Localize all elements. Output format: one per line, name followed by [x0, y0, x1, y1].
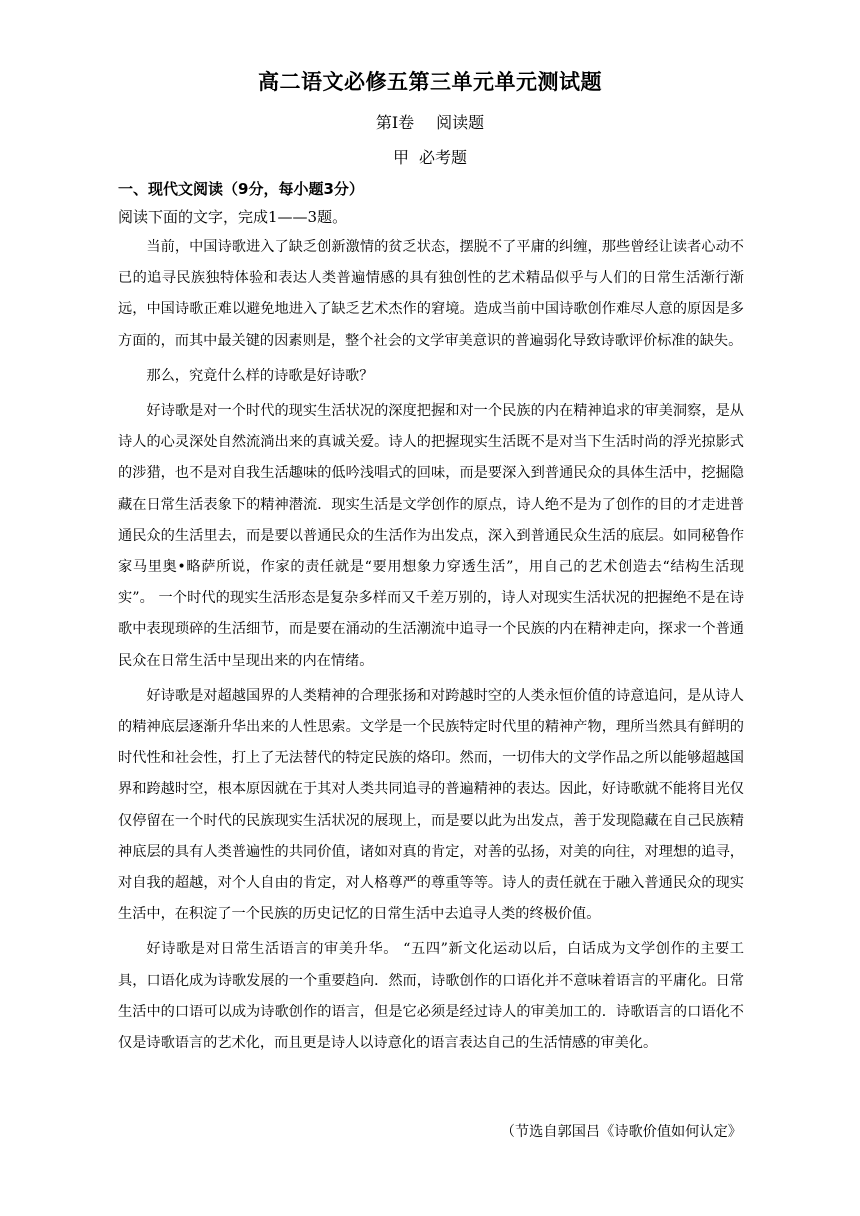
- paragraph: 好诗歌是对一个时代的现实生活状况的深度把握和对一个民族的内在精神追求的审美洞察，是从诗人的心灵深处自然流淌出来的真诚关爱。诗人的把握现实生活既不是对当下生活时尚的浮光掠影式的涉猎，也不是对自我生活趣味的低吟浅唱式的回味，而是要深入到普通民众的具体生活中，挖掘隐藏在日常生活表象下的精神潜流．现实生活是文学创作的原点，诗人绝不是为了创作的目的才走进普通民众的生活里去，而是要以普通民众的生活作为出发点，深入到普通民众生活的底层。如同秘鲁作家马里奥•略萨所说，作家的责任就是“要用想象力穿透生活”，用自己的艺术创造去“结构生活现实”。 一个时代的现实生活形态是复杂多样而又千差万别的，诗人对现实生活状况的把握绝不是在诗歌中表现琐碎的生活细节，而是要在涌动的生活潮流中追寻一个民族的内在精神走向，探求一个普通民众在日常生活中呈现出来的内在情绪。: [118, 403, 744, 669]
- source-citation: （节选自郭国吕《诗歌价值如何认定》: [500, 1124, 742, 1140]
- reading-instruction: 阅读下面的文字，完成1——3题。: [118, 208, 348, 226]
- paragraph: 好诗歌是对日常生活语言的审美升华。 “五四”新文化运动以后，白话成为文学创作的主要工具，口语化成为诗歌发展的一个重要趋向．然而，诗歌创作的口语化并不意味着语言的平庸化。日常生活中的口语可以成为诗歌创作的语言，但是它必须是经过诗人的审美加工的．诗歌语言的口语化不仅是诗歌语言的艺术化，而且更是诗人以诗意化的语言表达自己的生活情感的审美化。: [118, 941, 744, 1052]
- part-heading: [0, 145, 860, 168]
- paragraph: 那么，究竟什么样的诗歌是好诗歌？: [146, 367, 374, 384]
- paragraph: 好诗歌是对超越国界的人类精神的合理张扬和对跨越时空的人类永恒价值的诗意追问，是从诗人的精神底层逐渐升华出来的人性思索。文学是一个民族特定时代里的精神产物，理所当然具有鲜明的时代性和社会性，打上了无法替代的特定民族的烙印。然而，一切伟大的文学作品之所以能够超越国界和跨越时空，根本原因就在于其对人类共同追寻的普遍精神的表达。因此，好诗歌就不能将目光仅仅停留在一个时代的民族现实生活状况的展现上，而是要以此为出发点，善于发现隐藏在自己民族精神底层的具有人类普遍性的共同价值，诸如对真的肯定，对善的弘扬，对美的向往，对理想的追寻，对自我的超越，对个人自由的肯定，对人格尊严的尊重等等。诗人的责任就在于融入普通民众的现实生活中，在积淀了一个民族的历史记忆的日常生活中去追寻人类的终极价值。: [118, 687, 744, 923]
- volume-heading: [0, 110, 860, 133]
- part-label: 甲: [392, 148, 409, 167]
- volume-name: 阅读题: [436, 113, 485, 132]
- section-heading: 一、现代文阅读（9分，每小题3分）: [118, 180, 364, 198]
- exam-title: 高二语文必修五第三单元单元测试题: [258, 70, 602, 94]
- paragraph: 当前，中国诗歌进入了缺乏创新激情的贫乏状态，摆脱不了平庸的纠缠，那些曾经让读者心动不已的追寻民族独特体验和表达人类普遍情感的具有独创性的艺术精品似乎与人们的日常生活渐行渐远，中国诗歌正难以避免地进入了缺乏艺术杰作的窘境。造成当前中国诗歌创作难尽人意的原因是多方面的，而其中最关键的因素则是，整个社会的文学审美意识的普遍弱化导致诗歌评价标准的缺失。: [118, 239, 744, 349]
- volume-label: 第Ⅰ卷: [375, 113, 415, 132]
- reading-passage: [118, 232, 744, 1063]
- part-name: 必考题: [419, 148, 468, 167]
